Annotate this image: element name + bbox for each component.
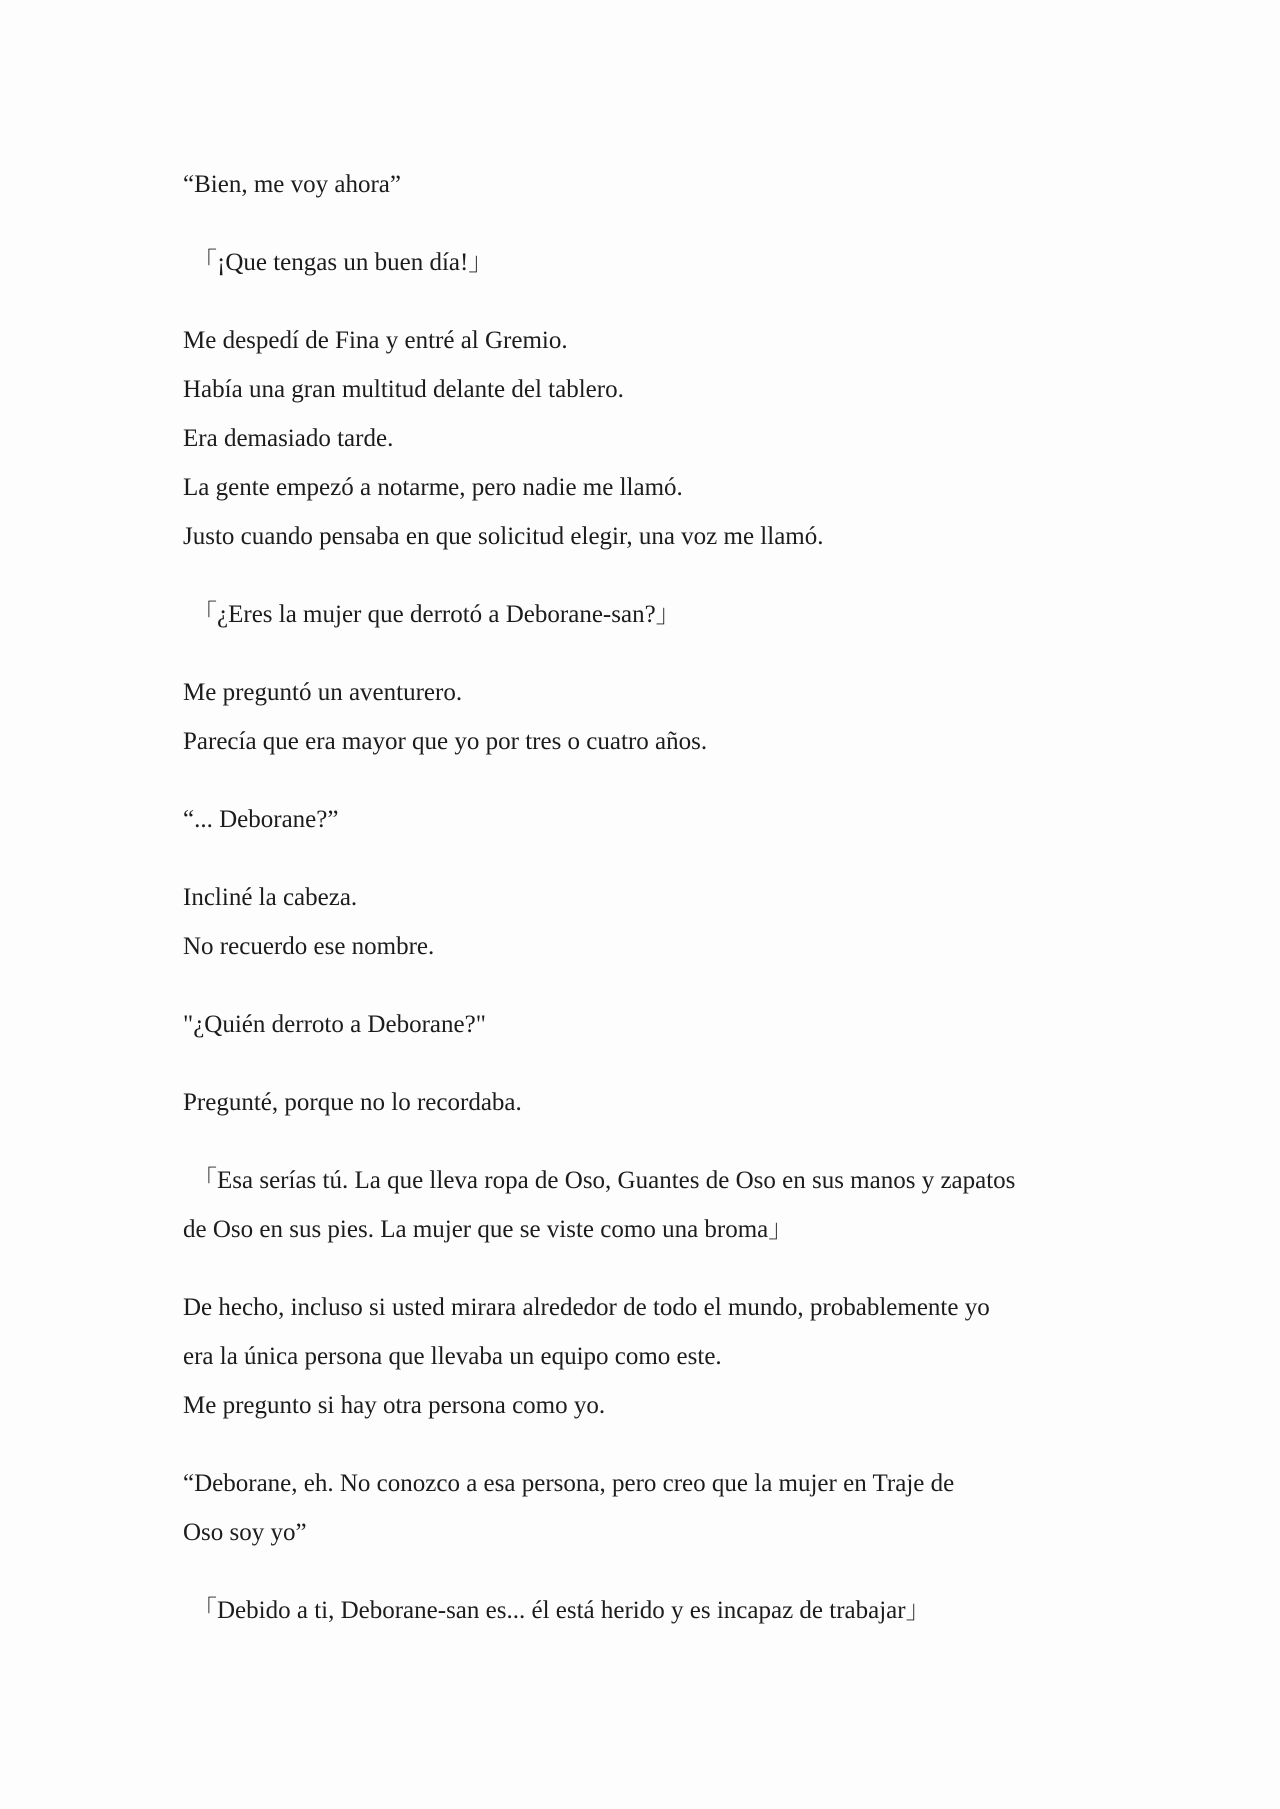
text-line: Era demasiado tarde.	[183, 425, 394, 452]
text-line: era la única persona que llevaba un equipo como este.	[183, 1343, 722, 1370]
text-line: "¿Quién derroto a Deborane?"	[183, 1011, 486, 1038]
paragraph	[183, 1459, 1113, 1557]
text-line: Incliné la cabeza.	[183, 884, 358, 911]
text-line: La gente empezó a notarme, pero nadie me llamó.	[183, 474, 683, 501]
text-line: Parecía que era mayor que yo por tres o cuatro años.	[183, 728, 708, 755]
paragraph	[183, 590, 1113, 639]
paragraph	[183, 316, 1113, 561]
paragraph	[183, 1283, 1113, 1430]
text-line: Había una gran multitud delante del tablero.	[183, 376, 624, 403]
paragraph	[183, 1000, 1113, 1049]
paragraph	[183, 160, 1113, 209]
document-body	[183, 160, 1113, 1664]
paragraph	[183, 1586, 1113, 1635]
text-line: Me despedí de Fina y entré al Gremio.	[183, 327, 568, 354]
paragraph	[183, 795, 1113, 844]
text-line: Me preguntó un aventurero.	[183, 679, 463, 706]
text-line: “Deborane, eh. No conozco a esa persona, pero creo que la mujer en Traje de	[183, 1470, 955, 1497]
text-line: No recuerdo ese nombre.	[183, 933, 435, 960]
text-line: 「¿Eres la mujer que derrotó a Deborane-san?」	[192, 601, 681, 628]
text-line: 「¡Que tengas un buen día!」	[192, 249, 494, 276]
text-line: Justo cuando pensaba en que solicitud elegir, una voz me llamó.	[183, 523, 824, 550]
text-line: “... Deborane?”	[183, 806, 339, 833]
text-line: Pregunté, porque no lo recordaba.	[183, 1089, 522, 1116]
text-line: “Bien, me voy ahora”	[183, 171, 401, 198]
text-line: Me pregunto si hay otra persona como yo.	[183, 1392, 606, 1419]
paragraph	[183, 873, 1113, 971]
text-line: 「Debido a ti, Deborane-san es... él está herido y es incapaz de trabajar」	[192, 1597, 931, 1624]
paragraph	[183, 1156, 1113, 1254]
paragraph	[183, 238, 1113, 287]
text-line: de Oso en sus pies. La mujer que se viste como una broma」	[183, 1216, 794, 1243]
paragraph	[183, 1078, 1113, 1127]
text-line: Oso soy yo”	[183, 1519, 307, 1546]
text-line: 「Esa serías tú. La que lleva ropa de Oso, Guantes de Oso en sus manos y zapatos	[192, 1167, 1016, 1194]
text-line: De hecho, incluso si usted mirara alrededor de todo el mundo, probablemente yo	[183, 1294, 990, 1321]
paragraph	[183, 668, 1113, 766]
